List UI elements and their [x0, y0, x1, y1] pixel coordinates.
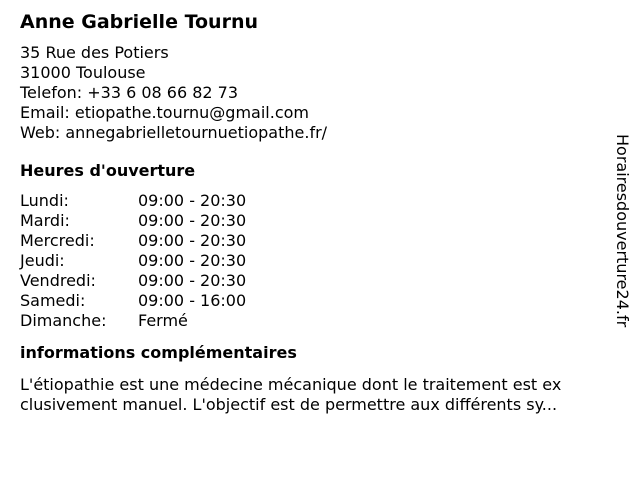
watermark-brand: Horairesdouverture24.fr	[613, 134, 632, 328]
day-hours: 09:00 - 20:30	[138, 251, 247, 270]
hours-row-saturday	[20, 291, 610, 311]
day-hours: Fermé	[138, 311, 188, 330]
hours-row-friday	[20, 271, 610, 291]
info-line: L'étiopathie est une médecine mécanique dont le traitement est ex	[20, 375, 562, 394]
business-card	[20, 10, 610, 415]
opening-hours-heading: Heures d'ouverture	[20, 161, 196, 180]
address-block	[20, 43, 610, 143]
opening-hours-table	[20, 191, 610, 331]
day-label: Vendredi:	[20, 271, 96, 290]
hours-row-wednesday	[20, 231, 610, 251]
day-label: Mardi:	[20, 211, 70, 230]
email-line: Email: etiopathe.tournu@gmail.com	[20, 103, 309, 122]
phone-line: Telefon: +33 6 08 66 82 73	[20, 83, 239, 102]
day-hours: 09:00 - 20:30	[138, 271, 247, 290]
day-label: Jeudi:	[20, 251, 65, 270]
hours-row-sunday	[20, 311, 610, 331]
day-hours: 09:00 - 20:30	[138, 231, 247, 250]
day-label: Samedi:	[20, 291, 86, 310]
additional-info-heading: informations complémentaires	[20, 343, 297, 362]
hours-row-thursday	[20, 251, 610, 271]
business-name: Anne Gabrielle Tournu	[20, 11, 259, 33]
day-hours: 09:00 - 16:00	[138, 291, 247, 310]
street-address: 35 Rue des Potiers	[20, 43, 169, 62]
day-label: Dimanche:	[20, 311, 107, 330]
info-line: clusivement manuel. L'objectif est de permettre aux différents sy...	[20, 395, 558, 414]
postal-city: 31000 Toulouse	[20, 63, 146, 82]
website-line: Web: annegabrielletournuetiopathe.fr/	[20, 123, 328, 142]
day-hours: 09:00 - 20:30	[138, 211, 247, 230]
hours-row-monday	[20, 191, 610, 211]
additional-info-text	[20, 375, 610, 415]
day-label: Mercredi:	[20, 231, 95, 250]
hours-row-tuesday	[20, 211, 610, 231]
day-label: Lundi:	[20, 191, 69, 210]
day-hours: 09:00 - 20:30	[138, 191, 247, 210]
